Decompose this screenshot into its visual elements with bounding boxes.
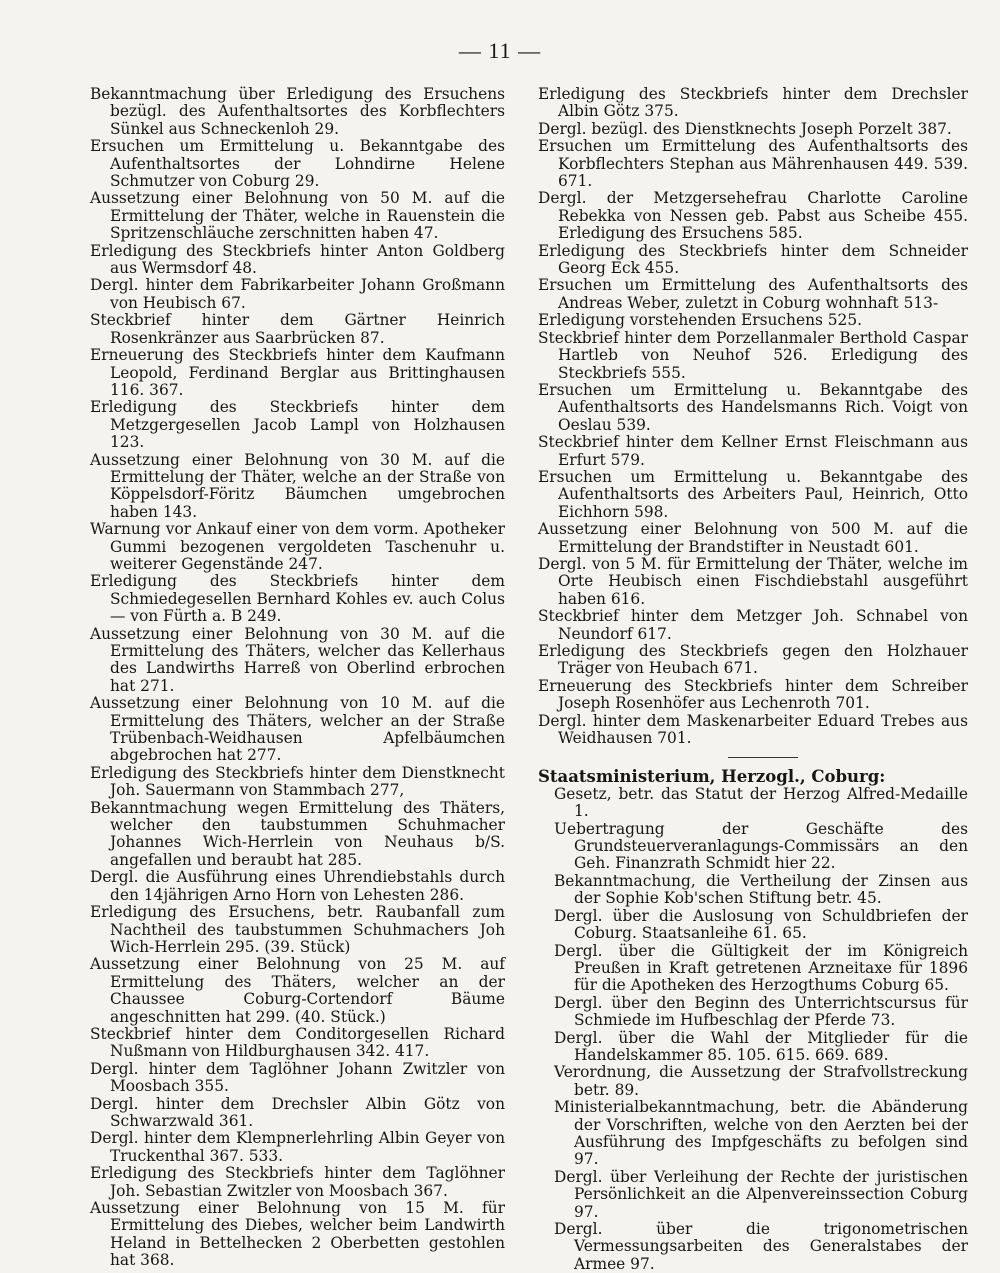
index-entry: Steckbrief hinter dem Kellner Ernst Fleischmann aus Erfurt 579. [538,433,968,469]
section-entry: Gesetz, betr. das Statut der Herzog Alfred-Medaille 1. [554,784,968,821]
index-entry: Dergl. bezügl. des Dienstknechts Joseph Porzelt 387. [538,119,952,138]
section-entry: Dergl. über den Beginn des Unterrichtscursus für Schmiede im Hufbeschlag der Pferde 73. [554,993,968,1030]
index-entry: Erledigung des Steckbriefs gegen den Holzhauer Träger von Heubach 671. [538,642,968,678]
index-entry: Aussetzung einer Belohnung von 25 M. auf Ermittelung des Thäters, welcher an der Chaussee Coburg-Cortendorf Bäume angeschnitten hat 299. (40. Stück.) [90,955,505,1026]
index-entry: Dergl. der Metzgersehefrau Charlotte Caroline Rebekka von Nessen geb. Pabst aus Scheibe 455. Erledigung des Ersuchens 585. [538,189,968,243]
index-entry: Erledigung des Steckbriefs hinter dem Taglöhner Joh. Sebastian Zwitzler von Moosbach 367. [90,1164,505,1200]
index-entry: Bekanntmachung über Erledigung des Ersuchens bezügl. des Aufenthaltsortes des Korbflechters Sünkel aus Schneckenloh 29. [90,85,505,138]
index-entry: Dergl. hinter dem Taglöhner Johann Zwitzler von Moosbach 355. [90,1059,505,1096]
index-entry: Dergl. die Ausführung eines Uhrendiebstahls durch den 14jährigen Arno Horn von Lehesten 286. [90,868,505,904]
index-entry: Aussetzung einer Belohnung von 30 M. auf die Ermittelung des Thäters, welcher das Kellerhaus des Landwirths Harreß von Oberlind erbrochen hat 271. [90,624,505,695]
index-entry: Dergl. von 5 M. für Ermittelung der Thäter, welche im Orte Heubisch einen Fischdiebstahl ausgeführt haben 616. [538,554,968,608]
section-heading: Staatsministerium, Herzogl., Coburg: [538,767,886,787]
index-entry: Ersuchen um Ermittelung u. Bekanntgabe des Aufenthaltsorts des Arbeiters Paul, Heinrich, Otto Eichhorn 598. [538,467,968,521]
section-entry: Bekanntmachung, die Vertheilung der Zinsen aus der Sophie Kob'schen Stiftung betr. 45. [554,871,968,908]
index-entry: Steckbrief hinter dem Porzellanmaler Berthold Caspar Hartleb von Neuhof 526. Erledigung des Steckbriefs 555. [538,328,968,382]
index-entry: Erneuerung des Steckbriefs hinter dem Kaufmann Leopold, Ferdinand Berglar aus Brittinghausen 116. 367. [90,346,505,399]
index-entry: Erledigung vorstehenden Ersuchens 525. [538,311,863,330]
index-entry: Ersuchen um Ermittelung u. Bekanntgabe des Aufenthaltsorts des Handelsmanns Rich. Voigt von Oeslau 539. [538,380,968,434]
index-entry: Aussetzung einer Belohnung von 500 M. auf die Ermittelung der Brandstifter in Neustadt 601. [538,520,968,556]
index-entry: Dergl. hinter dem Klempnerlehrling Albin Geyer von Truckenthal 367. 533. [90,1129,505,1165]
index-entry: Ersuchen um Ermittelung des Aufenthaltsorts des Andreas Weber, zuletzt in Coburg wohnhaft 513- [538,276,968,312]
index-entry: Ersuchen um Ermittelung u. Bekanntgabe des Aufenthaltsortes der Lohndirne Helene Schmutzer von Coburg 29. [90,137,505,191]
section-entry: Dergl. über die trigonometrischen Vermessungsarbeiten des Generalstabes der Armee 97. [554,1220,968,1273]
index-entry: Aussetzung einer Belohnung von 15 M. für Ermittelung des Diebes, welcher beim Landwirth Heland in Bettelhecken 2 Oberbetten gestohlen hat 368. [90,1199,505,1270]
index-entry: Erledigung des Steckbriefs hinter dem Schneider Georg Eck 455. [538,241,968,278]
right-column [538,86,968,1273]
section-entry: Dergl. über die Wahl der Mitglieder für die Handelskammer 85. 105. 615. 669. 689. [554,1028,968,1064]
index-entry: Warnung vor Ankauf einer von dem vorm. Apotheker Gummi bezogenen vergoldeten Taschenuhr u. weiterer Gegenstände 247. [90,520,505,573]
index-entry: Erneuerung des Steckbriefs hinter dem Schreiber Joseph Rosenhöfer aus Lechenroth 701. [538,676,968,713]
section-entry: Verordnung, die Aussetzung der Strafvollstreckung betr. 89. [554,1063,968,1099]
section-divider [728,757,798,758]
index-entry: Steckbrief hinter dem Conditorgesellen Richard Nußmann von Hildburghausen 342. 417. [90,1024,505,1061]
index-entry: Dergl. hinter dem Drechsler Albin Götz von Schwarzwald 361. [90,1094,505,1130]
index-entry: Steckbrief hinter dem Metzger Joh. Schnabel von Neundorf 617. [538,607,968,643]
section-entry: Dergl. über die Gültigkeit der im Königreich Preußen in Kraft getretenen Arzneitaxe für 1896 für die Apotheken des Herzogthums Coburg 65. [554,941,968,995]
index-entry: Erledigung des Ersuchens, betr. Raubanfall zum Nachtheil des taubstummen Schuhmachers Joh Wich-Herrlein 295. (39. Stück) [90,903,505,956]
index-entry: Aussetzung einer Belohnung von 10 M. auf die Ermittelung des Thäters, welcher an der Straße Trübenbach-Weidhausen Apfelbäumchen abgebrochen hat 277. [90,694,505,765]
section-entry: Ministerialbekanntmachung, betr. die Abänderung der Vorschriften, welche von den Aerzten bei der Ausführung des Impfgeschäfts zu befolgen sind 97. [554,1098,968,1169]
index-entry: Aussetzung einer Belohnung von 50 M. auf die Ermittelung der Thäter, welche in Rauenstein die Spritzenschläuche zerschnitten haben 47. [90,189,505,243]
index-entry: Erledigung des Steckbriefs hinter dem Dienstknecht Joh. Sauermann von Stammbach 277, [90,763,505,800]
index-entry: Erledigung des Steckbriefs hinter dem Schmiedegesellen Bernhard Kohles ev. auch Colus — von Fürth a. B 249. [90,572,505,626]
index-entry: Aussetzung einer Belohnung von 30 M. auf die Ermittelung der Thäter, welche an der Straße von Köppelsdorf-Föritz Bäumchen umgebrochen haben 143. [90,450,505,521]
index-entry: Dergl. hinter dem Maskenarbeiter Eduard Trebes aus Weidhausen 701. [538,711,968,748]
index-entry: Steckbrief hinter dem Gärtner Heinrich Rosenkränzer aus Saarbrücken 87. [90,311,505,347]
index-entry: Erledigung des Steckbriefs hinter dem Metzgergesellen Jacob Lampl von Holzhausen 123. [90,398,505,452]
page-number: — 11 — [458,38,542,63]
index-entry: Erledigung des Steckbriefs hinter Anton Goldberg aus Wermsdorf 48. [90,241,505,278]
index-entry: Bekanntmachung wegen Ermittelung des Thäters, welcher den taubstummen Schuhmacher Johannes Wich-Herrlein von Neuhaus b/S. angefallen und beraubt hat 285. [90,798,505,869]
index-entry: Dergl. hinter dem Fabrikarbeiter Johann Großmann von Heubisch 67. [90,276,505,312]
left-column [90,86,505,1270]
section-entry: Dergl. über Verleihung der Rechte der juristischen Persönlichkeit an die Alpenvereinssection Coburg 97. [554,1167,968,1221]
index-entry: Ersuchen um Ermittelung des Aufenthaltsorts des Korbflechters Stephan aus Mährenhausen 449. 539. 671. [538,137,968,191]
section-entry: Dergl. über die Auslosung von Schuldbriefen der Coburg. Staatsanleihe 61. 65. [554,906,968,943]
section-entry: Uebertragung der Geschäfte des Grundsteuerveranlagungs-Commissärs an den Geh. Finanzrath Schmidt hier 22. [554,819,968,873]
index-entry: Erledigung des Steckbriefs hinter dem Drechsler Albin Götz 375. [538,85,968,121]
